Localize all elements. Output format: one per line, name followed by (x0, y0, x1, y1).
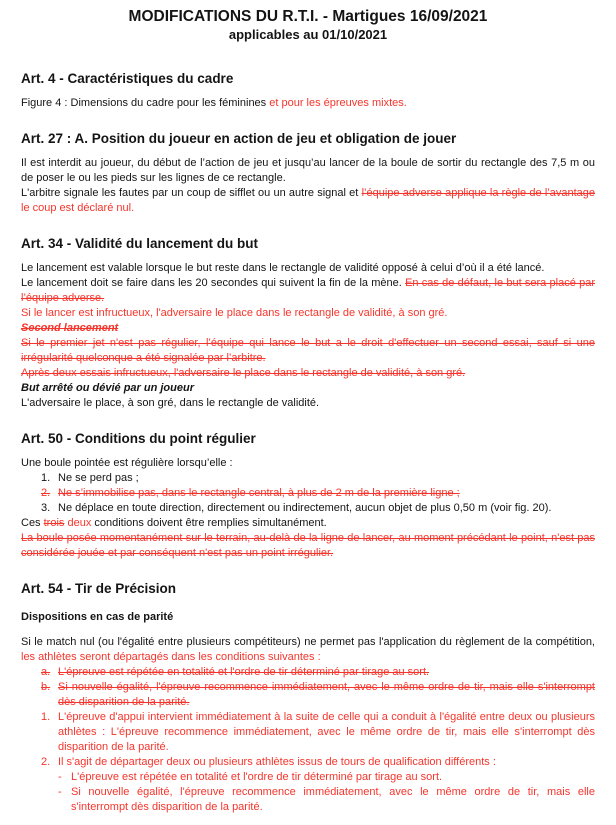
sub-list-item (21, 785, 595, 815)
deleted-text: trois (43, 517, 65, 529)
art-54-list (21, 665, 595, 815)
figure-caption-text: Figure 4 : Dimensions du cadre pour les féminines (21, 97, 270, 109)
paragraph-text: Le lancement est valable lorsque le but reste dans le rectangle de validité opposé à celui d’où il a été lancé. (21, 262, 545, 274)
dash-marker: - (58, 771, 62, 783)
subheading-but-arrete: But arrêté ou dévié par un joueur (21, 382, 194, 394)
list-item (21, 680, 595, 710)
section-art-54 (21, 580, 595, 815)
paragraph-text: L'adversaire le place, à son gré, dans le rectangle de validité. (21, 397, 320, 409)
art-50-intro: Une boule pointée est régulière lorsqu’elle : (21, 457, 233, 469)
deleted-text: En cas de défaut, le but sera placé par l’équipe adverse. (21, 277, 595, 304)
figure-caption-added-text: et pour les épreuves mixtes. (269, 97, 407, 109)
paragraph-text: Ces (21, 517, 44, 529)
art-54-paragraph (21, 635, 595, 665)
list-item (21, 665, 595, 680)
section-art-34 (21, 235, 595, 411)
list-item-marker: a. (41, 666, 51, 678)
deleted-list-item-text: Si nouvelle égalité, l'épreuve recommence immédiatement, avec le même ordre de tir, mais elle s'interrompt dès disparition de la parité. (58, 681, 595, 708)
art-50-conclusion (21, 516, 595, 531)
added-text: deux (67, 517, 92, 529)
list-item-marker: 2. (41, 487, 51, 499)
deleted-list-item-text: Ne s’immobilise pas, dans le rectangle central, à plus de 2 m de la première ligne ; (58, 487, 460, 499)
deleted-subheading: Second lancement (21, 322, 119, 334)
art-54-subheading: Dispositions en cas de parité (21, 611, 174, 623)
section-art-50 (21, 430, 595, 561)
art-4-figure-caption (21, 96, 595, 111)
art-27-paragraph (21, 156, 595, 216)
list-item-text: Ne se perd pas ; (58, 472, 139, 484)
art-50-list (21, 471, 595, 516)
paragraph-text: conditions doivent être remplies simultanément. (91, 517, 327, 529)
added-sub-list-item-text: Si nouvelle égalité, l'épreuve recommence immédiatement, avec le même ordre de tir, mais elle s'interrompt dès disparition de la parité. (71, 786, 595, 813)
list-item-marker: 1. (41, 472, 51, 484)
art-4-heading: Art. 4 - Caractéristiques du cadre (21, 71, 234, 86)
art-34-paragraph-1 (21, 261, 595, 306)
art-50-heading: Art. 50 - Conditions du point régulier (21, 431, 256, 446)
list-item-marker: 2. (41, 756, 51, 768)
deleted-text: Si le premier jet n'est pas régulier, l’équipe qui lance le but a le droit d'effectuer un second essai, sauf si une irrégularité quelconque a été signalée par l’arbitre. (21, 337, 595, 364)
art-34-second-lancement-block (21, 321, 595, 381)
art-34-added-sentence: Si le lancer est infructueux, l'adversaire le place dans le rectangle de validité, à son gré. (21, 307, 448, 319)
deleted-list-item-text: L'épreuve est répétée en totalité et l'ordre de tir déterminé par tirage au sort. (58, 666, 430, 678)
document-title: MODIFICATIONS DU R.T.I. - Martigues 16/09/2021 (128, 8, 488, 25)
art-34-but-arrete-block (21, 381, 595, 411)
art-54-heading: Art. 54 - Tir de Précision (21, 581, 177, 596)
added-list-item-text: Il s'agit de départager deux ou plusieurs athlètes issus de tours de qualification différents : (58, 756, 496, 768)
list-item (21, 486, 595, 501)
deleted-text: l’équipe adverse applique la règle de l’avantage (361, 187, 595, 199)
list-item-marker: b. (41, 681, 51, 693)
list-item (21, 501, 595, 516)
list-item-marker: 3. (41, 502, 51, 514)
art-27-heading: Art. 27 : A. Position du joueur en action de jeu et obligation de jouer (21, 131, 457, 146)
section-art-27 (21, 130, 595, 216)
sub-list-item (21, 770, 595, 785)
list-item (21, 471, 595, 486)
section-art-4 (21, 70, 595, 111)
paragraph-text: Le lancement doit se faire dans les 20 secondes qui suivent la fin de la mène. (21, 277, 406, 289)
art-50-deleted-note: La boule posée momentanément sur le terrain, au-delà de la ligne de lancer, au moment précédant le point, n'est pas considérée jouée et par conséquent n'est pas un point irrégulier. (21, 532, 595, 559)
deleted-text: Après deux essais infructueux, l'adversaire le place dans le rectangle de validité, à son gré. (21, 367, 466, 379)
document-header (21, 7, 595, 43)
art-34-heading: Art. 34 - Validité du lancement du but (21, 236, 259, 251)
paragraph-text: L'arbitre signale les fautes par un coup de sifflet ou un autre signal et (21, 187, 362, 199)
added-sub-list-item-text: L'épreuve est répétée en totalité et l'ordre de tir déterminé par tirage au sort. (71, 771, 443, 783)
list-item-text: Ne déplace en toute direction, directement ou indirectement, aucun objet de plus 0,50 m (voir fig. 20). (58, 502, 552, 514)
added-text: les athlètes seront départagés dans les conditions suivantes : (21, 651, 321, 663)
paragraph-text: Il est interdit au joueur, du début de l’action de jeu et jusqu’au lancer de la boule de sortir du rectangle des 7,5 m ou de poser le ou les pieds sur les lignes de ce rectangle. (21, 157, 595, 184)
document-subtitle: applicables au 01/10/2021 (228, 27, 388, 42)
dash-marker: - (58, 786, 62, 798)
added-text: le coup est déclaré nul. (21, 202, 135, 214)
list-item-marker: 1. (41, 711, 51, 723)
paragraph-text: Si le match nul (ou l'égalité entre plusieurs compétiteurs) ne permet pas l'application du règlement de la compétition, (21, 636, 595, 648)
added-list-item-text: L'épreuve d'appui intervient immédiatement à la suite de celle qui a conduit à l'égalité entre deux ou plusieurs athlètes : L'épreuve recommence immédiatement, avec le même ordre de tir, mais elle s'interrompt dès disparition de la parité. (58, 711, 595, 753)
list-item (21, 710, 595, 755)
